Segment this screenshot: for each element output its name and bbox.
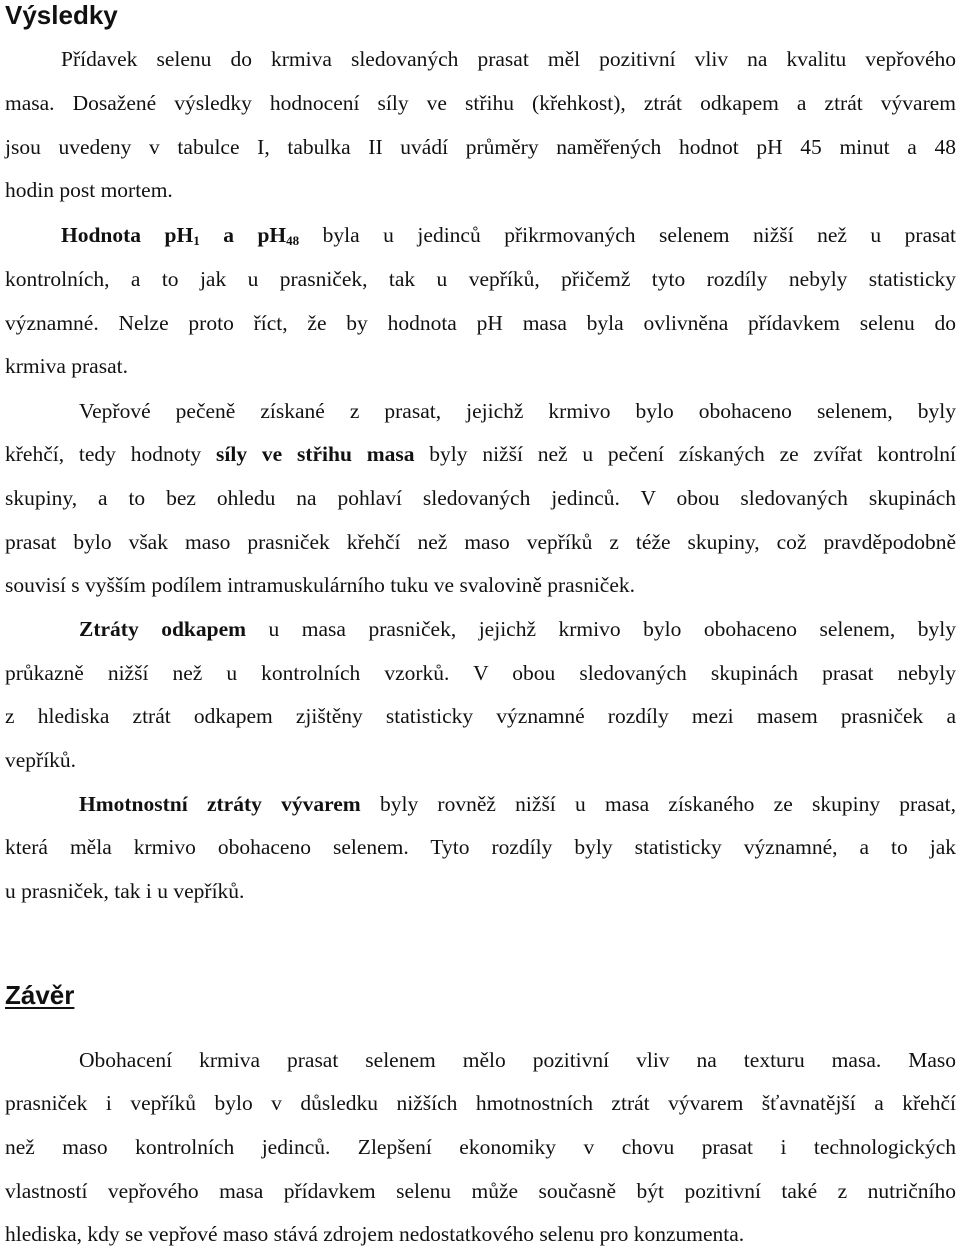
paragraph-line: prasat bylo však maso prasniček křehčí než maso vepříků z téže skupiny, což pravděpodobně: [5, 530, 956, 554]
paragraph-line: hlediska, kdy se vepřové maso stává zdrojem nedostatkového selenu pro konzumenta.: [5, 1222, 745, 1246]
paragraph-line: Hmotnostní ztráty vývarem byly rovněž nižší u masa získaného ze skupiny prasat,: [79, 792, 957, 816]
paragraph-line: masa. Dosažené výsledky hodnocení síly ve střihu (křehkost), ztrát odkapem a ztrát vývarem: [5, 91, 956, 115]
paragraph-line: souvisí s vyšším podílem intramuskulárního tuku ve svalovině prasniček.: [5, 573, 635, 597]
paragraph-line: než maso kontrolních jedinců. Zlepšení ekonomiky v chovu prasat i technologických: [5, 1135, 956, 1159]
paragraph-line: jsou uvedeny v tabulce I, tabulka II uvádí průměry naměřených hodnot pH 45 minut a 48: [5, 135, 956, 159]
paragraph-line: Vepřové pečeně získané z prasat, jejichž krmivo bylo obohaceno selenem, byly: [79, 399, 956, 423]
section-heading-conclusion: Závěr: [5, 980, 75, 1010]
paragraph-line: krmiva prasat.: [5, 354, 128, 378]
paragraph-line: u prasniček, tak i u vepříků.: [5, 879, 245, 903]
paragraph-line: která měla krmivo obohaceno selenem. Tyto rozdíly byly statisticky významné, a to jak: [5, 835, 956, 859]
paragraph-line: skupiny, a to bez ohledu na pohlaví sledovaných jedinců. V obou sledovaných skupinách: [5, 486, 956, 510]
paragraph-line: významné. Nelze proto říct, že by hodnota pH masa byla ovlivněna přídavkem selenu do: [5, 311, 956, 335]
paragraph-line: Ztráty odkapem u masa prasniček, jejichž krmivo bylo obohaceno selenem, byly: [79, 617, 956, 641]
paragraph-line: vepříků.: [5, 748, 77, 772]
paragraph-line: Hodnota $pH_1$ a $pH_{48}$ byla u jedinců přikrmovaných selenem nižší než u prasat: [61, 223, 957, 248]
paragraph-line: Přídavek selenu do krmiva sledovaných prasat měl pozitivní vliv na kvalitu vepřového: [61, 47, 956, 71]
paragraph-line: křehčí, tedy hodnoty síly ve střihu masa byly nižší než u pečení získaných ze zvířat kontrolní: [5, 442, 957, 466]
paragraph-line: Obohacení krmiva prasat selenem mělo pozitivní vliv na texturu masa. Maso: [79, 1048, 956, 1072]
paragraph-line: z hlediska ztrát odkapem zjištěny statisticky významné rozdíly mezi masem prasniček a: [5, 704, 956, 728]
bold-term: síly ve střihu masa: [216, 442, 415, 466]
section-heading-results: Výsledky: [5, 0, 118, 30]
paragraph-line: kontrolních, a to jak u prasniček, tak u vepříků, přičemž tyto rozdíly nebyly statisticky: [5, 267, 956, 291]
paragraph-line: průkazně nižší než u kontrolních vzorků. V obou sledovaných skupinách prasat nebyly: [5, 661, 956, 685]
ph-term: Hodnota $pH_1$ a $pH_{48}$: [61, 223, 300, 248]
paragraph-line: hodin post mortem.: [5, 178, 173, 202]
paragraph-line: vlastností vepřového masa přídavkem selenu může současně být pozitivní také z nutričního: [5, 1179, 956, 1203]
bold-term: Ztráty odkapem: [79, 617, 247, 641]
paragraph-line: prasniček i vepříků bylo v důsledku nižších hmotnostních ztrát vývarem šťavnatější a křehčí: [5, 1091, 956, 1115]
bold-term: Hmotnostní ztráty vývarem: [79, 792, 361, 816]
